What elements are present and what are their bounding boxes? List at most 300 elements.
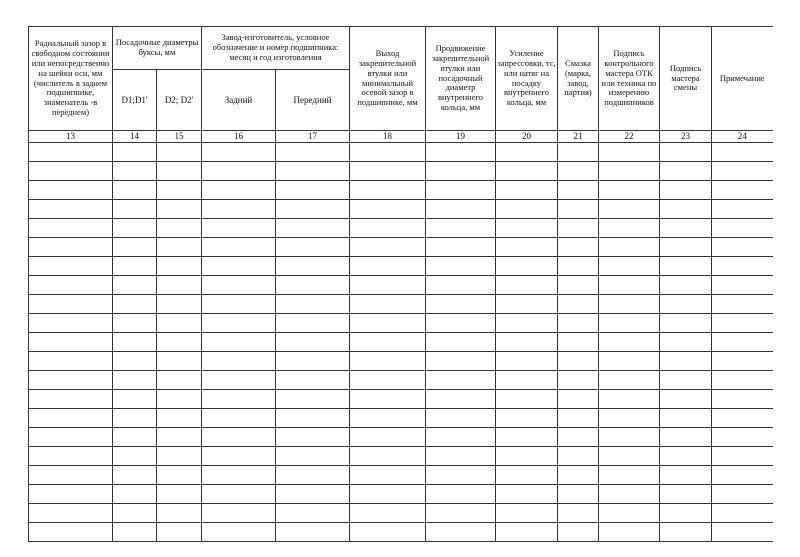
table-cell[interactable] — [157, 447, 202, 466]
journal-table-sheet — [28, 26, 772, 542]
table-cell[interactable] — [599, 466, 660, 485]
table-cell[interactable] — [157, 390, 202, 409]
table-cell[interactable] — [350, 333, 426, 352]
table-row — [29, 352, 773, 371]
table-row — [29, 409, 773, 428]
table-cell[interactable] — [712, 485, 773, 504]
table-cell[interactable] — [599, 219, 660, 238]
table-cell[interactable] — [558, 485, 599, 504]
table-cell[interactable] — [558, 428, 599, 447]
table-cell[interactable] — [496, 333, 558, 352]
table-cell[interactable] — [496, 523, 558, 542]
table-cell[interactable] — [660, 371, 712, 390]
table-cell[interactable] — [426, 352, 496, 371]
table-cell[interactable] — [558, 295, 599, 314]
table-cell[interactable] — [202, 428, 276, 447]
table-cell[interactable] — [660, 200, 712, 219]
table-cell[interactable] — [157, 276, 202, 295]
table-row — [29, 466, 773, 485]
table-cell[interactable] — [599, 504, 660, 523]
table-cell[interactable] — [712, 352, 773, 371]
table-cell[interactable] — [660, 390, 712, 409]
table-cell[interactable] — [276, 485, 350, 504]
header-notes: Примечание — [712, 27, 773, 131]
table-cell[interactable] — [350, 143, 426, 162]
table-cell[interactable] — [276, 257, 350, 276]
table-cell[interactable] — [202, 447, 276, 466]
header-shift-master-signature: Подпись мастера смены — [660, 27, 712, 131]
table-cell[interactable] — [276, 390, 350, 409]
table-cell[interactable] — [157, 466, 202, 485]
table-cell[interactable] — [350, 257, 426, 276]
table-cell[interactable] — [202, 314, 276, 333]
table-cell[interactable] — [276, 333, 350, 352]
table-cell[interactable] — [496, 371, 558, 390]
column-numbers-row — [29, 131, 773, 143]
table-cell[interactable] — [599, 409, 660, 428]
column-number: 16 — [202, 131, 276, 143]
table-cell[interactable] — [426, 409, 496, 428]
table-cell[interactable] — [113, 466, 157, 485]
table-cell[interactable] — [712, 466, 773, 485]
table-cell[interactable] — [426, 485, 496, 504]
table-cell[interactable] — [599, 390, 660, 409]
table-cell[interactable] — [276, 181, 350, 200]
table-cell[interactable] — [29, 143, 113, 162]
header-d2: D2; D2' — [157, 70, 202, 131]
table-cell[interactable] — [350, 409, 426, 428]
table-cell[interactable] — [350, 200, 426, 219]
table-cell[interactable] — [202, 523, 276, 542]
table-cell[interactable] — [712, 390, 773, 409]
table-cell[interactable] — [660, 485, 712, 504]
table-row — [29, 428, 773, 447]
table-cell[interactable] — [202, 238, 276, 257]
table-cell[interactable] — [496, 485, 558, 504]
table-cell[interactable] — [660, 181, 712, 200]
table-cell[interactable] — [113, 219, 157, 238]
table-cell[interactable] — [113, 181, 157, 200]
table-cell[interactable] — [113, 200, 157, 219]
table-cell[interactable] — [157, 238, 202, 257]
table-cell[interactable] — [350, 428, 426, 447]
table-cell[interactable] — [426, 181, 496, 200]
table-cell[interactable] — [113, 162, 157, 181]
table-cell[interactable] — [202, 200, 276, 219]
table-cell[interactable] — [426, 143, 496, 162]
table-cell[interactable] — [350, 181, 426, 200]
table-cell[interactable] — [496, 200, 558, 219]
table-cell[interactable] — [276, 276, 350, 295]
table-cell[interactable] — [599, 162, 660, 181]
table-cell[interactable] — [276, 466, 350, 485]
table-cell[interactable] — [660, 314, 712, 333]
table-cell[interactable] — [558, 314, 599, 333]
column-number: 24 — [712, 131, 773, 143]
table-cell[interactable] — [712, 219, 773, 238]
table-cell[interactable] — [558, 504, 599, 523]
table-row — [29, 295, 773, 314]
table-cell[interactable] — [202, 295, 276, 314]
table-cell[interactable] — [202, 371, 276, 390]
table-cell[interactable] — [276, 523, 350, 542]
table-cell[interactable] — [712, 314, 773, 333]
table-row — [29, 143, 773, 162]
table-cell[interactable] — [426, 390, 496, 409]
table-cell[interactable] — [202, 409, 276, 428]
table-cell[interactable] — [712, 504, 773, 523]
table-cell[interactable] — [350, 485, 426, 504]
header-bearing-manufacturer: Завод-изготовитель, условное обозначение и номер подшипника: месяц и год изготовления — [202, 27, 350, 70]
table-cell[interactable] — [113, 257, 157, 276]
table-cell[interactable] — [29, 276, 113, 295]
table-cell[interactable] — [113, 409, 157, 428]
table-cell[interactable] — [558, 466, 599, 485]
table-cell[interactable] — [157, 162, 202, 181]
journal-table — [28, 26, 773, 542]
table-row — [29, 314, 773, 333]
table-cell[interactable] — [202, 333, 276, 352]
table-cell[interactable] — [350, 352, 426, 371]
header-d1: D1;D1' — [113, 70, 157, 131]
table-cell[interactable] — [712, 276, 773, 295]
table-cell[interactable] — [558, 143, 599, 162]
table-cell[interactable] — [558, 276, 599, 295]
table-cell[interactable] — [29, 466, 113, 485]
table-cell[interactable] — [202, 257, 276, 276]
table-cell[interactable] — [558, 447, 599, 466]
table-cell[interactable] — [29, 352, 113, 371]
table-cell[interactable] — [202, 352, 276, 371]
table-cell[interactable] — [350, 219, 426, 238]
table-row — [29, 181, 773, 200]
table-cell[interactable] — [496, 219, 558, 238]
table-cell[interactable] — [599, 428, 660, 447]
table-cell[interactable] — [202, 162, 276, 181]
table-cell[interactable] — [496, 295, 558, 314]
table-cell[interactable] — [276, 409, 350, 428]
table-cell[interactable] — [350, 162, 426, 181]
table-cell[interactable] — [558, 333, 599, 352]
table-cell[interactable] — [599, 447, 660, 466]
table-cell[interactable] — [712, 181, 773, 200]
column-number: 13 — [29, 131, 113, 143]
column-number: 23 — [660, 131, 712, 143]
table-cell[interactable] — [350, 238, 426, 257]
table-cell[interactable] — [660, 238, 712, 257]
table-cell[interactable] — [29, 409, 113, 428]
table-cell[interactable] — [113, 485, 157, 504]
table-cell[interactable] — [157, 409, 202, 428]
column-number: 17 — [276, 131, 350, 143]
table-cell[interactable] — [202, 143, 276, 162]
table-row — [29, 504, 773, 523]
table-cell[interactable] — [426, 371, 496, 390]
column-number: 22 — [599, 131, 660, 143]
table-cell[interactable] — [660, 523, 712, 542]
table-cell[interactable] — [276, 219, 350, 238]
table-cell[interactable] — [496, 428, 558, 447]
table-cell[interactable] — [202, 181, 276, 200]
table-cell[interactable] — [558, 352, 599, 371]
table-cell[interactable] — [157, 314, 202, 333]
table-cell[interactable] — [558, 257, 599, 276]
table-cell[interactable] — [276, 504, 350, 523]
table-cell[interactable] — [426, 219, 496, 238]
table-cell[interactable] — [660, 428, 712, 447]
table-cell[interactable] — [276, 238, 350, 257]
table-cell[interactable] — [276, 352, 350, 371]
table-cell[interactable] — [660, 143, 712, 162]
column-number: 15 — [157, 131, 202, 143]
table-cell[interactable] — [29, 371, 113, 390]
table-cell[interactable] — [29, 504, 113, 523]
table-cell[interactable] — [712, 162, 773, 181]
table-cell[interactable] — [113, 314, 157, 333]
table-cell[interactable] — [558, 181, 599, 200]
table-cell[interactable] — [496, 314, 558, 333]
table-cell[interactable] — [599, 238, 660, 257]
table-cell[interactable] — [496, 466, 558, 485]
table-cell[interactable] — [712, 143, 773, 162]
table-cell[interactable] — [426, 238, 496, 257]
table-cell[interactable] — [496, 352, 558, 371]
table-cell[interactable] — [712, 523, 773, 542]
table-cell[interactable] — [29, 257, 113, 276]
table-cell[interactable] — [29, 447, 113, 466]
table-cell[interactable] — [350, 390, 426, 409]
table-cell[interactable] — [496, 257, 558, 276]
table-cell[interactable] — [350, 371, 426, 390]
table-cell[interactable] — [350, 276, 426, 295]
table-cell[interactable] — [113, 371, 157, 390]
table-cell[interactable] — [276, 295, 350, 314]
header-lubricant: Смазка (марка, завод, партия) — [558, 27, 599, 131]
table-cell[interactable] — [350, 466, 426, 485]
table-cell[interactable] — [496, 409, 558, 428]
table-row — [29, 523, 773, 542]
header-front: Передний — [276, 70, 350, 131]
table-cell[interactable] — [202, 276, 276, 295]
table-cell[interactable] — [426, 162, 496, 181]
table-cell[interactable] — [29, 428, 113, 447]
table-cell[interactable] — [276, 447, 350, 466]
table-cell[interactable] — [157, 504, 202, 523]
table-cell[interactable] — [712, 200, 773, 219]
table-cell[interactable] — [157, 143, 202, 162]
table-cell[interactable] — [157, 181, 202, 200]
header-press-force: Усиление запрессовки, тс, или натяг на посадку внутреннего кольца, мм — [496, 27, 558, 131]
table-cell[interactable] — [350, 314, 426, 333]
table-cell[interactable] — [712, 371, 773, 390]
column-number: 20 — [496, 131, 558, 143]
table-cell[interactable] — [350, 447, 426, 466]
table-cell[interactable] — [599, 352, 660, 371]
table-cell[interactable] — [113, 504, 157, 523]
table-cell[interactable] — [496, 143, 558, 162]
header-seat-diameters: Посадочные диаметры буксы, мм — [113, 27, 202, 70]
table-row — [29, 276, 773, 295]
table-cell[interactable] — [599, 200, 660, 219]
table-cell[interactable] — [113, 523, 157, 542]
table-cell[interactable] — [599, 257, 660, 276]
table-cell[interactable] — [558, 390, 599, 409]
table-cell[interactable] — [599, 333, 660, 352]
table-row — [29, 200, 773, 219]
table-cell[interactable] — [29, 390, 113, 409]
column-number: 14 — [113, 131, 157, 143]
table-cell[interactable] — [660, 466, 712, 485]
table-row — [29, 257, 773, 276]
table-cell[interactable] — [660, 219, 712, 238]
table-cell[interactable] — [558, 371, 599, 390]
table-cell[interactable] — [496, 504, 558, 523]
table-cell[interactable] — [558, 409, 599, 428]
table-cell[interactable] — [29, 485, 113, 504]
table-cell[interactable] — [157, 485, 202, 504]
table-cell[interactable] — [29, 314, 113, 333]
table-cell[interactable] — [202, 504, 276, 523]
table-cell[interactable] — [113, 333, 157, 352]
table-cell[interactable] — [157, 257, 202, 276]
table-cell[interactable] — [712, 295, 773, 314]
table-cell[interactable] — [496, 238, 558, 257]
header-qc-signature: Подпись контрольного мастера ОТК или техника по измерению подшипников — [599, 27, 660, 131]
table-cell[interactable] — [496, 162, 558, 181]
table-cell[interactable] — [202, 485, 276, 504]
table-cell[interactable] — [712, 428, 773, 447]
table-cell[interactable] — [712, 447, 773, 466]
table-cell[interactable] — [712, 257, 773, 276]
table-row — [29, 447, 773, 466]
table-cell[interactable] — [202, 390, 276, 409]
table-cell[interactable] — [712, 238, 773, 257]
table-cell[interactable] — [599, 485, 660, 504]
table-cell[interactable] — [113, 447, 157, 466]
table-cell[interactable] — [558, 162, 599, 181]
table-cell[interactable] — [29, 295, 113, 314]
table-cell[interactable] — [426, 314, 496, 333]
table-cell[interactable] — [660, 504, 712, 523]
table-cell[interactable] — [558, 219, 599, 238]
table-row — [29, 162, 773, 181]
table-cell[interactable] — [113, 276, 157, 295]
table-cell[interactable] — [157, 333, 202, 352]
table-cell[interactable] — [599, 371, 660, 390]
table-cell[interactable] — [29, 162, 113, 181]
table-cell[interactable] — [660, 333, 712, 352]
table-cell[interactable] — [29, 181, 113, 200]
table-cell[interactable] — [660, 447, 712, 466]
table-cell[interactable] — [660, 276, 712, 295]
table-cell[interactable] — [599, 314, 660, 333]
table-cell[interactable] — [157, 295, 202, 314]
table-cell[interactable] — [157, 200, 202, 219]
table-cell[interactable] — [276, 428, 350, 447]
table-cell[interactable] — [496, 390, 558, 409]
table-cell[interactable] — [276, 371, 350, 390]
table-cell[interactable] — [599, 523, 660, 542]
table-cell[interactable] — [350, 295, 426, 314]
table-row — [29, 333, 773, 352]
table-cell[interactable] — [29, 200, 113, 219]
table-cell[interactable] — [113, 295, 157, 314]
table-cell[interactable] — [350, 523, 426, 542]
table-cell[interactable] — [29, 523, 113, 542]
table-cell[interactable] — [157, 523, 202, 542]
table-cell[interactable] — [426, 200, 496, 219]
table-cell[interactable] — [558, 523, 599, 542]
table-cell[interactable] — [157, 371, 202, 390]
table-cell[interactable] — [29, 219, 113, 238]
table-cell[interactable] — [113, 238, 157, 257]
table-cell[interactable] — [660, 295, 712, 314]
table-cell[interactable] — [660, 352, 712, 371]
table-cell[interactable] — [426, 466, 496, 485]
header-rear: Задний — [202, 70, 276, 131]
table-cell[interactable] — [276, 200, 350, 219]
table-cell[interactable] — [157, 219, 202, 238]
column-number: 19 — [426, 131, 496, 143]
table-cell[interactable] — [712, 333, 773, 352]
table-cell[interactable] — [29, 238, 113, 257]
table-cell[interactable] — [276, 143, 350, 162]
table-cell[interactable] — [202, 219, 276, 238]
table-cell[interactable] — [426, 447, 496, 466]
table-cell[interactable] — [660, 409, 712, 428]
column-number: 18 — [350, 131, 426, 143]
table-cell[interactable] — [113, 390, 157, 409]
table-cell[interactable] — [558, 200, 599, 219]
table-cell[interactable] — [202, 466, 276, 485]
table-cell[interactable] — [426, 523, 496, 542]
table-row — [29, 238, 773, 257]
table-cell[interactable] — [426, 428, 496, 447]
table-cell[interactable] — [157, 352, 202, 371]
table-cell[interactable] — [660, 162, 712, 181]
table-cell[interactable] — [426, 257, 496, 276]
table-cell[interactable] — [599, 295, 660, 314]
table-cell[interactable] — [113, 143, 157, 162]
table-cell[interactable] — [660, 257, 712, 276]
table-cell[interactable] — [157, 428, 202, 447]
table-row — [29, 219, 773, 238]
table-cell[interactable] — [426, 333, 496, 352]
table-cell[interactable] — [276, 162, 350, 181]
table-cell[interactable] — [113, 352, 157, 371]
column-number: 21 — [558, 131, 599, 143]
table-cell[interactable] — [426, 295, 496, 314]
table-cell[interactable] — [496, 181, 558, 200]
table-cell[interactable] — [426, 276, 496, 295]
table-cell[interactable] — [113, 428, 157, 447]
table-cell[interactable] — [426, 504, 496, 523]
table-cell[interactable] — [599, 181, 660, 200]
header-sleeve-exit: Выход закрепительной втулки или минимальный осевой зазор в подшипнике, мм — [350, 27, 426, 131]
table-cell[interactable] — [496, 276, 558, 295]
table-row — [29, 390, 773, 409]
header-radial-clearance: Радиальный зазор в свободном состоянии или непосредственно на шейки оси, мм (числитель в заднем подшипнике, знаменатель -в переднем) — [29, 27, 113, 131]
table-cell[interactable] — [29, 333, 113, 352]
table-cell[interactable] — [558, 238, 599, 257]
table-cell[interactable] — [599, 143, 660, 162]
table-cell[interactable] — [496, 447, 558, 466]
table-cell[interactable] — [599, 276, 660, 295]
table-cell[interactable] — [712, 409, 773, 428]
table-row — [29, 485, 773, 504]
table-cell[interactable] — [276, 314, 350, 333]
table-cell[interactable] — [350, 504, 426, 523]
